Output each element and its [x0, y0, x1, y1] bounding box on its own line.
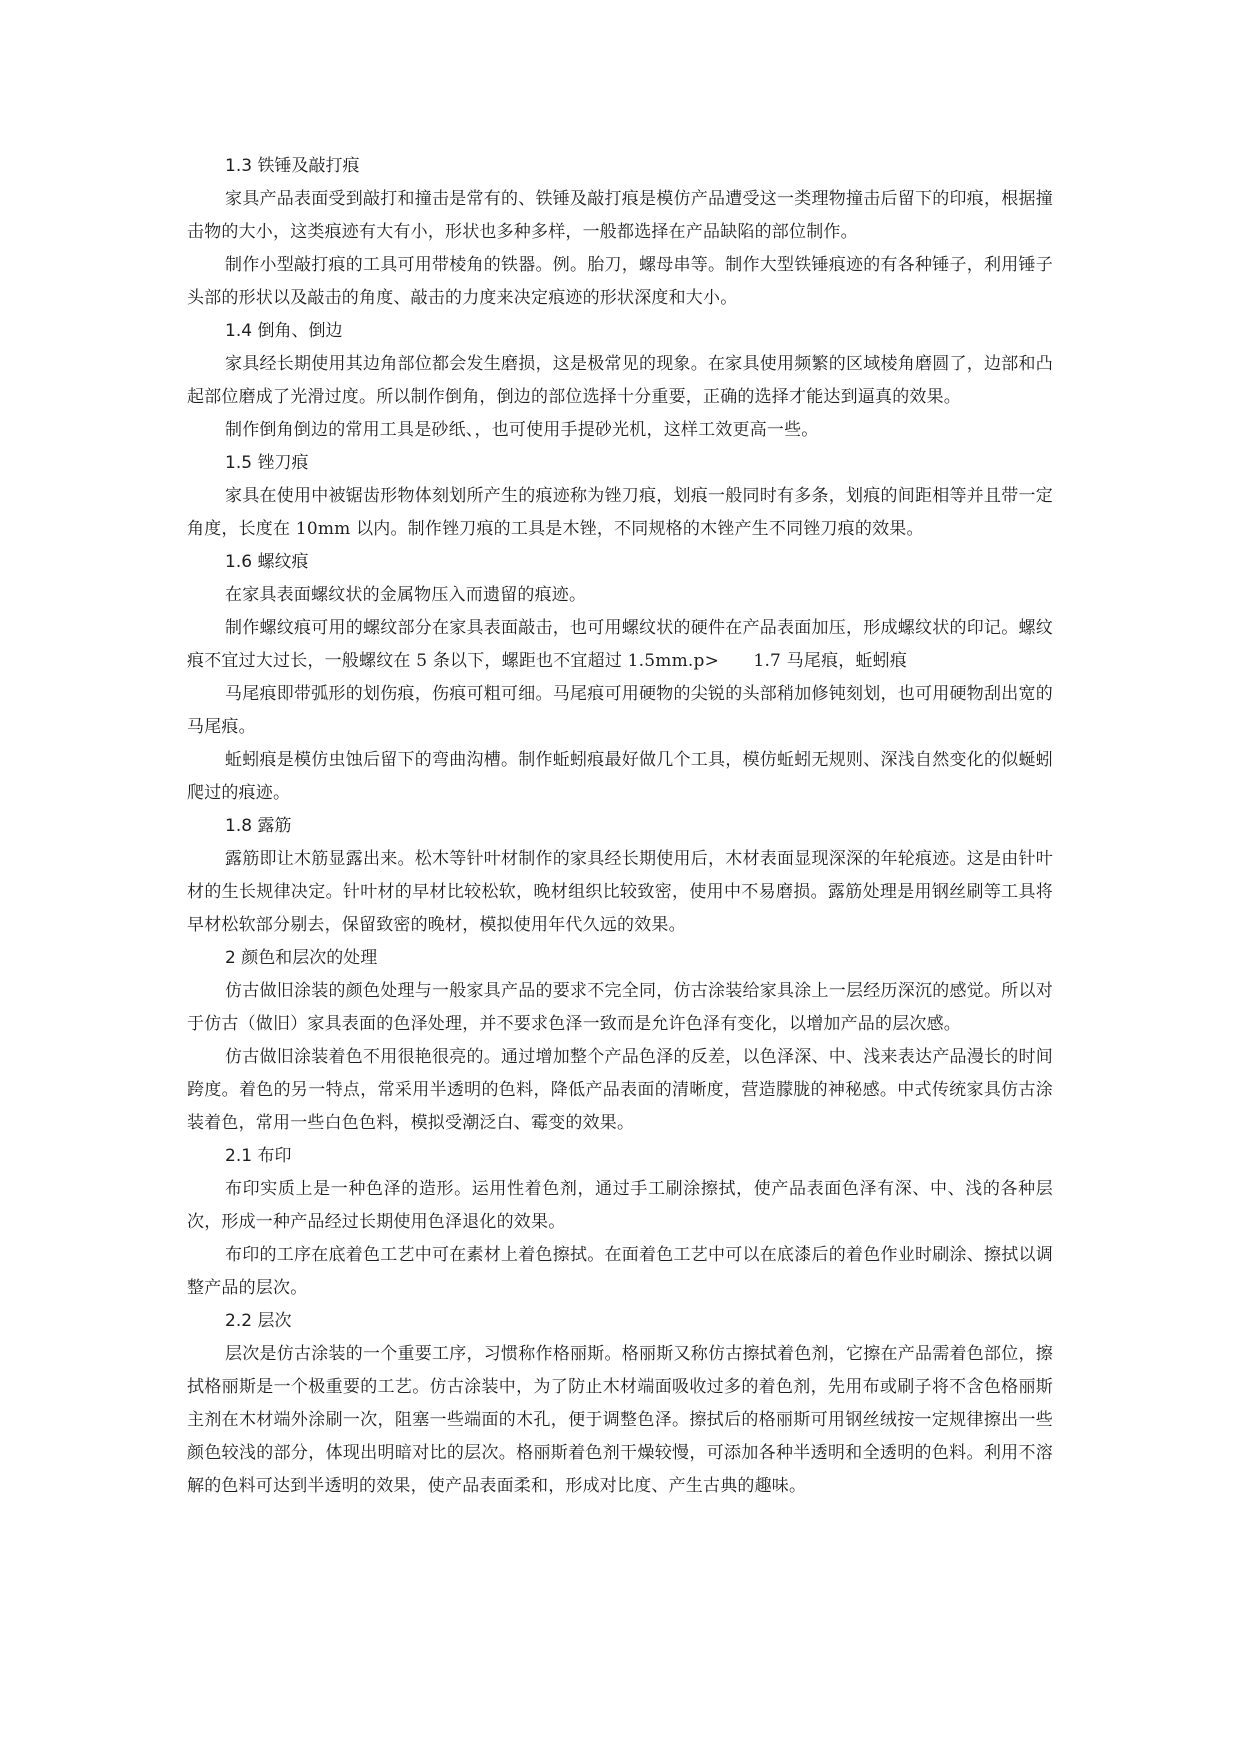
paragraph: 露筋即让木筋显露出来。松木等针叶材制作的家具经长期使用后，木材表面显现深深的年轮痕迹。这是由针叶材的生长规律决定。针叶材的早材比较松软，晚材组织比较致密，使用中不易磨损。露筋处理是用钢丝刷等工具将早材松软部分剔去，保留致密的晚材，模拟使用年代久远的效果。	[187, 849, 1053, 935]
section-heading-1-8: 1.8 露筋	[225, 816, 292, 836]
paragraph: 制作倒角倒边的常用工具是砂纸、，也可使用手提砂光机，这样工效更高一些。	[225, 420, 819, 440]
paragraph: 布印实质上是一种色泽的造形。运用性着色剂，通过手工刷涂擦拭，使产品表面色泽有深、中、浅的各种层次，形成一种产品经过长期使用色泽退化的效果。	[187, 1179, 1053, 1232]
paragraph: 布印的工序在底着色工艺中可在素材上着色擦拭。在面着色工艺中可以在底漆后的着色作业时刷涂、擦拭以调整产品的层次。	[187, 1245, 1053, 1298]
paragraph: 家具经长期使用其边角部位都会发生磨损，这是极常见的现象。在家具使用频繁的区域棱角磨圆了，边部和凸起部位磨成了光滑过度。所以制作倒角，倒边的部位选择十分重要，正确的选择才能达到逼真的效果。	[187, 354, 1053, 407]
section-heading-2: 2 颜色和层次的处理	[225, 948, 378, 968]
paragraph: 仿古做旧涂装的颜色处理与一般家具产品的要求不完全同，仿古涂装给家具涂上一层经历深沉的感觉。所以对于仿古（做旧）家具表面的色泽处理，并不要求色泽一致而是允许色泽有变化，以增加产品的层次感。	[187, 981, 1053, 1034]
paragraph: 制作小型敲打痕的工具可用带棱角的铁器。例。胎刀，螺母串等。制作大型铁锤痕迹的有各种锤子，利用锤子头部的形状以及敲击的角度、敲击的力度来决定痕迹的形状深度和大小。	[187, 255, 1053, 308]
paragraph: 家具产品表面受到敲打和撞击是常有的、铁锤及敲打痕是模仿产品遭受这一类理物撞击后留下的印痕，根据撞击物的大小，这类痕迹有大有小，形状也多种多样，一般都选择在产品缺陷的部位制作。	[187, 189, 1053, 242]
section-heading-2-1: 2.1 布印	[225, 1146, 292, 1166]
paragraph: 层次是仿古涂装的一个重要工序，习惯称作格丽斯。格丽斯又称仿古擦拭着色剂，它擦在产品需着色部位，擦拭格丽斯是一个极重要的工艺。仿古涂装中，为了防止木材端面吸收过多的着色剂，先用布或刷子将不含色格丽斯主剂在木材端外涂刷一次，阻塞一些端面的木孔，便于调整色泽。擦拭后的格丽斯可用钢丝绒按一定规律擦出一些颜色较浅的部分，体现出明暗对比的层次。格丽斯着色剂干燥较慢，可添加各种半透明和全透明的色料。利用不溶解的色料可达到半透明的效果，使产品表面柔和，形成对比度、产生古典的趣味。	[187, 1344, 1053, 1496]
paragraph: 蚯蚓痕是模仿虫蚀后留下的弯曲沟槽。制作蚯蚓痕最好做几个工具，模仿蚯蚓无规则、深浅自然变化的似蜒蚓爬过的痕迹。	[187, 750, 1053, 803]
section-heading-1-4: 1.4 倒角、倒边	[225, 321, 343, 341]
section-heading-1-6: 1.6 螺纹痕	[225, 552, 309, 572]
section-heading-1-5: 1.5 锉刀痕	[225, 453, 309, 473]
document-page	[187, 150, 1053, 1503]
section-heading-1-3: 1.3 铁锤及敲打痕	[225, 156, 360, 176]
paragraph: 制作螺纹痕可用的螺纹部分在家具表面敲击，也可用螺纹状的硬件在产品表面加压，形成螺纹状的印记。螺纹痕不宜过大过长，一般螺纹在 5 条以下，螺距也不宜超过 1.5mm.p> 1.7 马尾痕，蚯蚓痕	[187, 618, 1053, 671]
section-heading-2-2: 2.2 层次	[225, 1311, 292, 1331]
paragraph: 家具在使用中被锯齿形物体刻划所产生的痕迹称为锉刀痕，划痕一般同时有多条，划痕的间距相等并且带一定角度，长度在 10mm 以内。制作锉刀痕的工具是木锉，不同规格的木锉产生不同锉刀痕的效果。	[187, 486, 1053, 539]
paragraph: 仿古做旧涂装着色不用很艳很亮的。通过增加整个产品色泽的反差，以色泽深、中、浅来表达产品漫长的时间跨度。着色的另一特点，常采用半透明的色料，降低产品表面的清晰度，营造朦胧的神秘感。中式传统家具仿古涂装着色，常用一些白色色料，模拟受潮泛白、霉变的效果。	[187, 1047, 1053, 1133]
paragraph: 在家具表面螺纹状的金属物压入而遗留的痕迹。	[225, 585, 587, 605]
paragraph: 马尾痕即带弧形的划伤痕，伤痕可粗可细。马尾痕可用硬物的尖锐的头部稍加修钝刻划，也可用硬物刮出宽的马尾痕。	[187, 684, 1053, 737]
